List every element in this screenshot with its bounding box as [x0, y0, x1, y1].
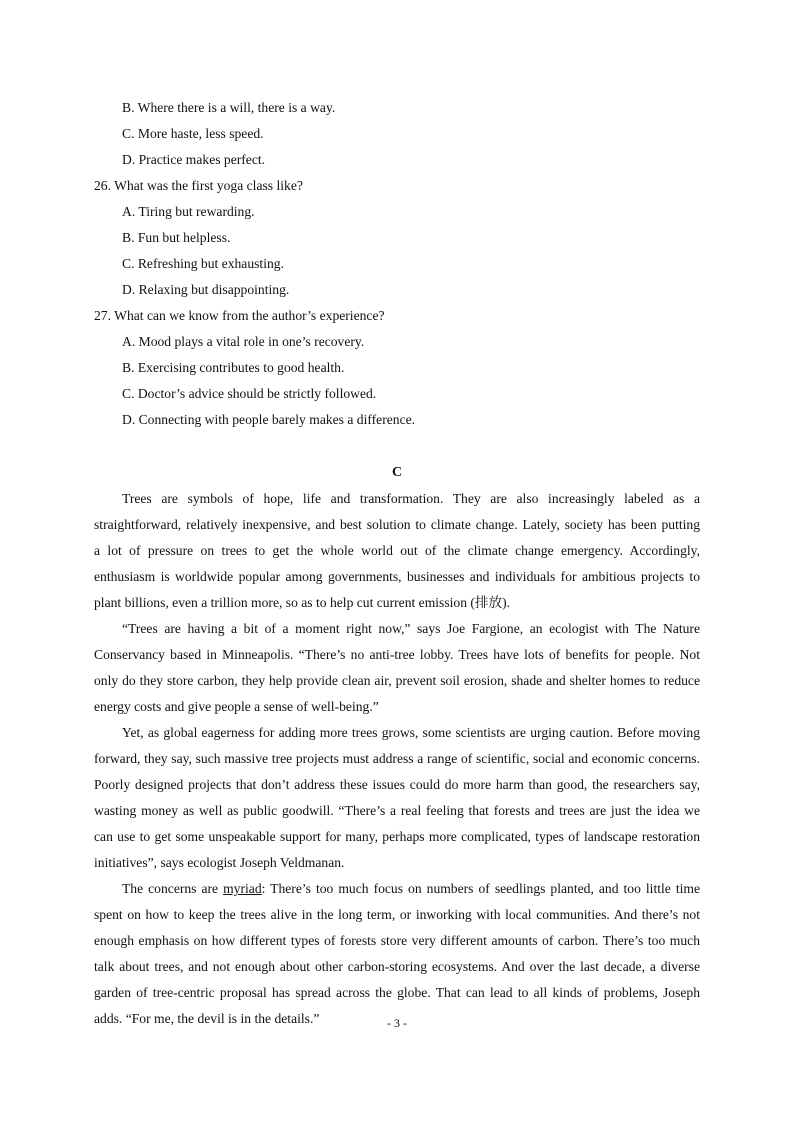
- passage-line: a lot of pressure on trees to get the whole world out of the climate change emergency. Accordingly,: [94, 543, 700, 558]
- passage-text: The concerns are: [122, 881, 224, 896]
- q25-option-d: D. Practice makes perfect.: [122, 152, 266, 167]
- section-heading: C: [391, 465, 403, 480]
- q27-stem: 27. What can we know from the author’s experience?: [94, 308, 385, 323]
- q27-option-b: B. Exercising contributes to good health.: [122, 360, 345, 375]
- passage-line: “Trees are having a bit of a moment right now,” says Joe Fargione, an ecologist with The Nature: [122, 621, 700, 636]
- passage-line: initiatives”, says ecologist Joseph Veldmanan.: [94, 855, 345, 870]
- passage-line: wasting money as well as public goodwill. “There’s a real feeling that forests and trees are just the idea we: [94, 803, 700, 818]
- passage-line: can use to get some unspeakable support for many, perhaps more complicated, types of landscape restoration: [94, 829, 700, 844]
- underlined-word: myriad: [223, 881, 262, 896]
- q27-option-d: D. Connecting with people barely makes a difference.: [122, 412, 416, 427]
- passage-line: Trees are symbols of hope, life and transformation. They are also increasingly labeled as a: [122, 491, 700, 506]
- passage-line: enough emphasis on how different types of forests store very different amounts of carbon. There’s too much: [94, 933, 700, 948]
- passage-paragraph-1: [94, 486, 700, 616]
- q26-option-a: A. Tiring but rewarding.: [122, 204, 255, 219]
- passage-line: forward, they say, such massive tree projects must address a range of scientific, social and economic concerns.: [94, 751, 700, 766]
- passage-line: Yet, as global eagerness for adding more trees grows, some scientists are urging caution. Before moving: [122, 725, 700, 740]
- passage-line: only do they store carbon, they help provide clean air, prevent soil erosion, shade and shelter homes to reduce: [94, 673, 700, 688]
- passage-line: Conservancy based in Minneapolis. “There’s no anti-tree lobby. Trees have lots of benefits for people. Not: [94, 647, 700, 662]
- passage-line: adds. “For me, the devil is in the details.”: [94, 1011, 320, 1026]
- page-number: - 3 -: [387, 1016, 407, 1030]
- q26-option-d: D. Relaxing but disappointing.: [122, 282, 290, 297]
- q26-option-b: B. Fun but helpless.: [122, 230, 231, 245]
- passage-line: straightforward, relatively inexpensive, and best solution to climate change. Lately, society has been putting: [94, 517, 700, 532]
- passage-line: energy costs and give people a sense of well-being.”: [94, 699, 379, 714]
- passage-line: [94, 876, 700, 902]
- passage-line: spent on how to keep the trees alive in the long term, or inworking with local communities. And there’s not: [94, 907, 700, 922]
- q27-option-c: C. Doctor’s advice should be strictly followed.: [122, 386, 377, 401]
- passage-paragraph-3: [94, 720, 700, 876]
- q25-option-b: B. Where there is a will, there is a way.: [122, 100, 336, 115]
- q26-stem: 26. What was the first yoga class like?: [94, 178, 303, 193]
- passage-line: Poorly designed projects that don’t address these issues could do more harm than good, the researchers say,: [94, 777, 700, 792]
- passage-paragraph-2: [94, 616, 700, 720]
- q26-option-c: C. Refreshing but exhausting.: [122, 256, 284, 271]
- passage-line: enthusiasm is worldwide popular among governments, businesses and individuals for ambitious projects to: [94, 569, 700, 584]
- q25-option-c: C. More haste, less speed.: [122, 126, 264, 141]
- passage-line: garden of tree-centric proposal has spread across the globe. That can lead to all kinds of problems, Joseph: [94, 985, 700, 1000]
- q27-option-a: A. Mood plays a vital role in one’s recovery.: [122, 334, 365, 349]
- passage-line: plant billions, even a trillion more, so as to help cut current emission (排放).: [94, 595, 511, 610]
- passage-text: : There’s too much focus on numbers of seedlings planted, and too little time: [261, 881, 700, 896]
- passage-line: talk about trees, and not enough about other carbon-storing ecosystems. And over the last decade, a diverse: [94, 959, 700, 974]
- passage-paragraph-4: [94, 876, 700, 1032]
